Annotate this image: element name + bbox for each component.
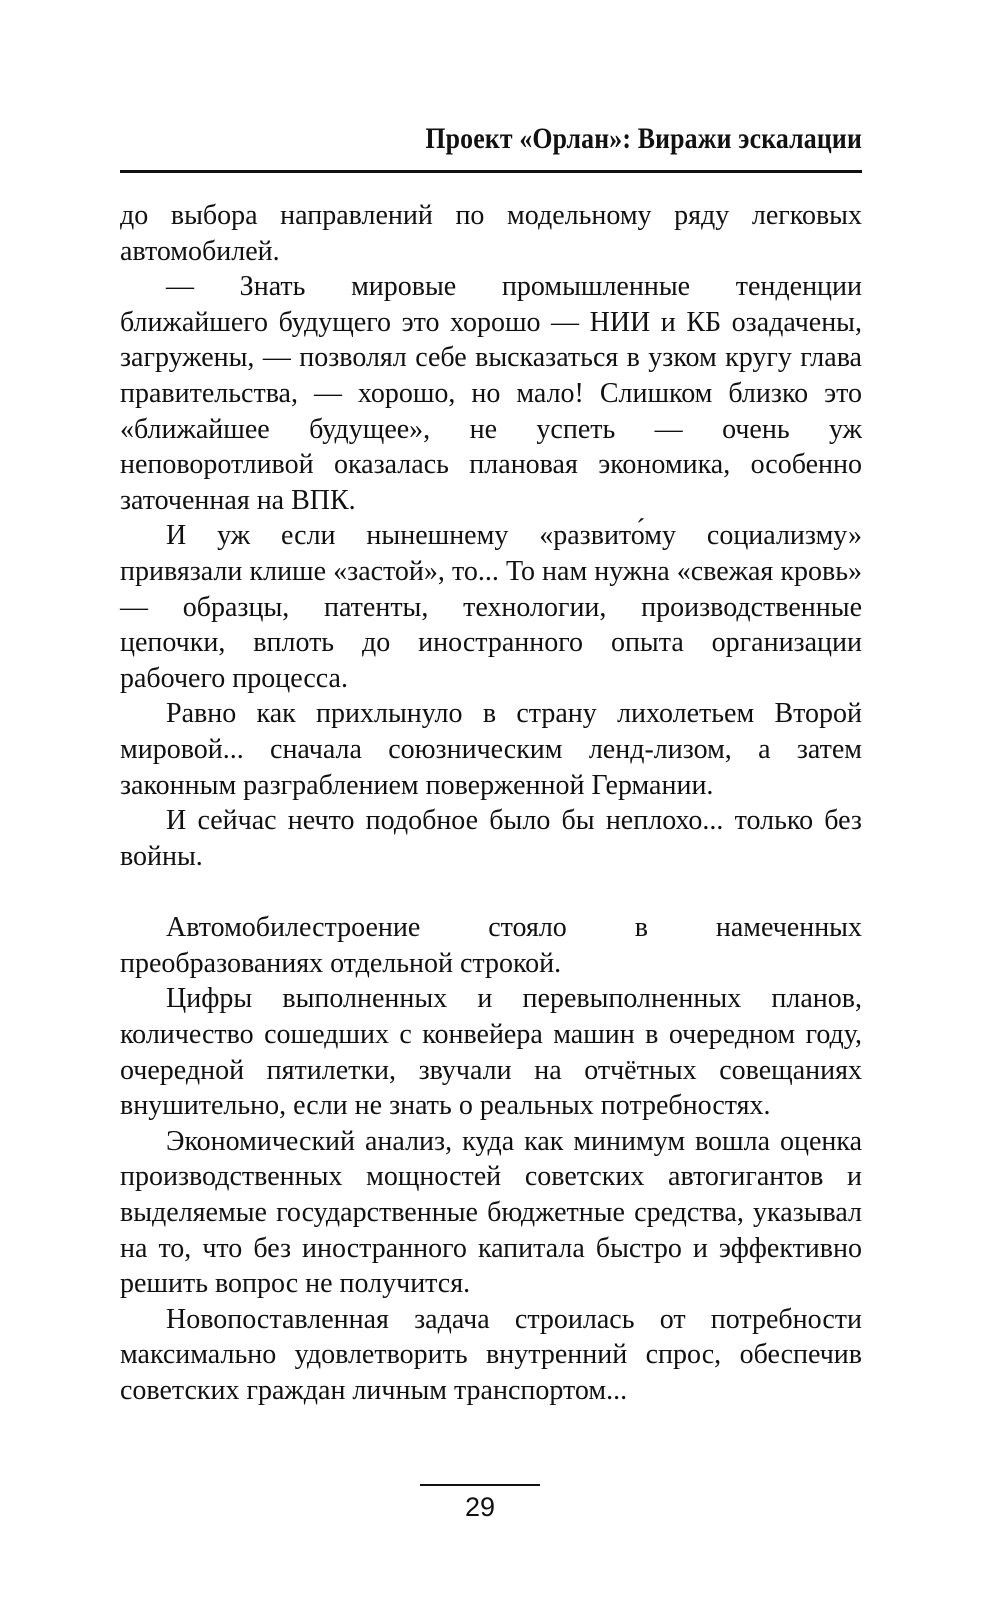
header-rule — [120, 170, 862, 173]
page-number: 29 — [464, 1492, 496, 1522]
footer-rule — [420, 1484, 540, 1486]
paragraph: Цифры выполненных и перевыполненных планов, количество сошедших с конвейера машин в очередном году, очередной пятилетки, звучали на отчётных совещаниях внушительно, если не знать о реальных потребностях. — [120, 983, 862, 1122]
running-title: Проект «Орлан»: Виражи эскалации — [425, 122, 862, 155]
paragraph: Экономический анализ, куда как минимум вошла оценка производственных мощностей советских автогигантов и выделяемые государственные бюджетные средства, указывал на то, что без иностранного капитала быстро и эффективно решить вопрос не получится. — [120, 1125, 862, 1300]
paragraph: до выбора направлений по модельному ряду легковых автомобилей. — [120, 200, 862, 267]
section-break — [120, 874, 862, 910]
paragraph: Равно как прихлынуло в страну лихолетьем Второй мировой... сначала союзническим ленд-лизом, а затем законным разграблением поверженной Германии. — [120, 698, 862, 801]
paragraph: Новопоставленная задача строилась от потребности максимально удовлетворить внутренний спрос, обеспечив советских граждан личным транспортом... — [120, 1303, 862, 1406]
paragraph: И уж если нынешнему «развито́му социализму» привязали клише «застой», то... То нам нужна «свежая кровь» — образцы, патенты, технологии, производственные цепочки, вплоть до иностранного опыта организации рабочего процесса. — [120, 520, 862, 694]
body-text — [120, 198, 862, 1409]
paragraph: И сейчас нечто подобное было бы неплохо... только без войны. — [120, 805, 862, 872]
paragraph: — Знать мировые промышленные тенденции ближайшего будущего это хорошо — НИИ и КБ озадачены, загружены, — позволял себе высказаться в узком кругу глава правительства, — хорошо, но мало! Слишком близко это «ближайшее будущее», не успеть — очень уж неповоротливой оказалась плановая экономика, особенно заточенная на ВПК. — [120, 271, 862, 516]
paragraph: Автомобилестроение стояло в намеченных преобразованиях отдельной строкой. — [120, 912, 862, 979]
